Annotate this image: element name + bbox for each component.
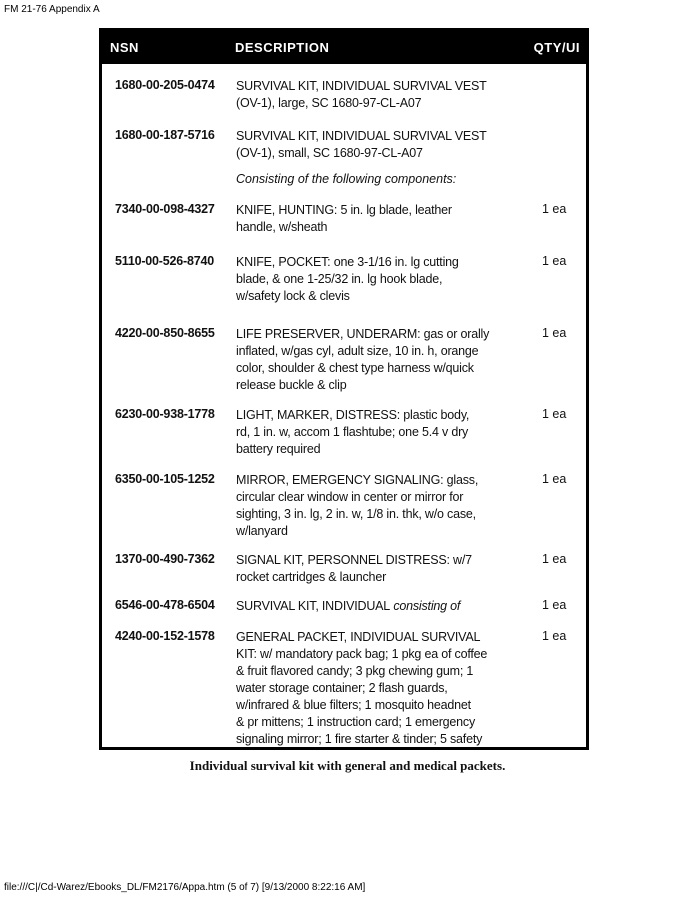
- description-cell: [236, 78, 541, 112]
- description-cell: [236, 128, 541, 162]
- nsn-cell: 4240-00-152-1578: [115, 629, 215, 643]
- description-line: water storage container; 2 flash guards,: [236, 681, 448, 695]
- qty-cell: 1 ea: [542, 326, 567, 340]
- nsn-cell: 6546-00-478-6504: [115, 598, 215, 612]
- description-line: blade, & one 1-25/32 in. lg hook blade,: [236, 272, 443, 286]
- nsn-cell: 4220-00-850-8655: [115, 326, 215, 340]
- description-line: SURVIVAL KIT, INDIVIDUAL SURVIVAL VEST: [236, 129, 487, 143]
- description-line: w/lanyard: [236, 524, 288, 538]
- description-line: inflated, w/gas cyl, adult size, 10 in. h, orange: [236, 344, 479, 358]
- nsn-cell: 1680-00-205-0474: [115, 78, 215, 92]
- description-cell: [236, 254, 541, 305]
- components-heading: Consisting of the following components:: [236, 172, 457, 186]
- description-cell: [236, 629, 541, 748]
- header-qty: QTY/UI: [533, 40, 580, 55]
- description-line: handle, w/sheath: [236, 220, 328, 234]
- description-line: & fruit flavored candy; 3 pkg chewing gum; 1: [236, 664, 474, 678]
- description-line: battery required: [236, 442, 321, 456]
- nsn-cell: 6230-00-938-1778: [115, 407, 215, 421]
- description-line: SIGNAL KIT, PERSONNEL DISTRESS: w/7: [236, 553, 472, 567]
- description-line: w/safety lock & clevis: [236, 289, 350, 303]
- description-line: color, shoulder & chest type harness w/quick: [236, 361, 474, 375]
- qty-cell: 1 ea: [542, 629, 567, 643]
- description-line: LIFE PRESERVER, UNDERARM: gas or orally: [236, 327, 490, 341]
- description-cell: [236, 472, 541, 540]
- description-line: release buckle & clip: [236, 378, 347, 392]
- header-nsn: NSN: [110, 40, 139, 55]
- description-line: (OV-1), large, SC 1680-97-CL-A07: [236, 96, 422, 110]
- description-cell: [236, 326, 541, 394]
- nsn-cell: 5110-00-526-8740: [115, 254, 214, 268]
- description-line: MIRROR, EMERGENCY SIGNALING: glass,: [236, 473, 479, 487]
- qty-cell: 1 ea: [542, 202, 567, 216]
- description-line: KNIFE, HUNTING: 5 in. lg blade, leather: [236, 203, 452, 217]
- page-footer: file:///C|/Cd-Warez/Ebooks_DL/FM2176/Appa.htm (5 of 7) [9/13/2000 8:22:16 AM]: [4, 882, 366, 893]
- description-line: KIT: w/ mandatory pack bag; 1 pkg ea of coffee: [236, 647, 488, 661]
- description-line: SURVIVAL KIT, INDIVIDUAL SURVIVAL VEST: [236, 79, 487, 93]
- qty-cell: 1 ea: [542, 552, 567, 566]
- description-line: w/infrared & blue filters; 1 mosquito headnet: [236, 698, 471, 712]
- description-cell: [236, 598, 541, 615]
- table-header-row: [102, 31, 586, 64]
- page-header: FM 21-76 Appendix A: [4, 4, 100, 15]
- qty-cell: 1 ea: [542, 254, 567, 268]
- description-cell: [236, 552, 541, 586]
- description-line: rocket cartridges & launcher: [236, 570, 387, 584]
- description-line: LIGHT, MARKER, DISTRESS: plastic body,: [236, 408, 470, 422]
- nsn-cell: 6350-00-105-1252: [115, 472, 215, 486]
- qty-cell: 1 ea: [542, 472, 567, 486]
- description-line: circular clear window in center or mirror for: [236, 490, 464, 504]
- nsn-table: [99, 28, 589, 750]
- description-line: sighting, 3 in. lg, 2 in. w, 1/8 in. thk, w/o case,: [236, 507, 476, 521]
- description-line: (OV-1), small, SC 1680-97-CL-A07: [236, 146, 423, 160]
- description-line: signaling mirror; 1 fire starter & tinder; 5 safety: [236, 732, 483, 746]
- description-line: GENERAL PACKET, INDIVIDUAL SURVIVAL: [236, 630, 481, 644]
- description-italic-suffix: consisting of: [390, 599, 461, 613]
- description-cell: [236, 407, 541, 458]
- description-line: rd, 1 in. w, accom 1 flashtube; one 5.4 v dry: [236, 425, 469, 439]
- header-description: DESCRIPTION: [235, 40, 330, 55]
- description-line: & pr mittens; 1 instruction card; 1 emergency: [236, 715, 476, 729]
- description-line: KNIFE, POCKET: one 3-1/16 in. lg cutting: [236, 255, 459, 269]
- figure-caption: Individual survival kit with general and medical packets.: [189, 758, 506, 773]
- description-line: SURVIVAL KIT, INDIVIDUAL consisting of: [236, 599, 461, 613]
- qty-cell: 1 ea: [542, 598, 567, 612]
- nsn-cell: 1370-00-490-7362: [115, 552, 215, 566]
- nsn-cell: 1680-00-187-5716: [115, 128, 215, 142]
- description-cell: [236, 202, 541, 236]
- qty-cell: 1 ea: [542, 407, 567, 421]
- nsn-cell: 7340-00-098-4327: [115, 202, 215, 216]
